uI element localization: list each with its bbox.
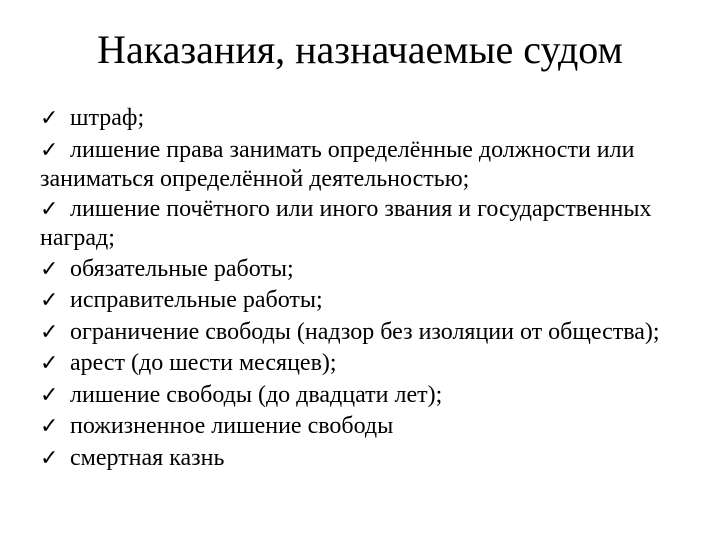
check-icon: ✓ — [40, 382, 59, 408]
list-item — [40, 349, 680, 378]
list-item-text: пожизненное лишение свободы — [70, 413, 394, 439]
list-item-text: смертная казнь — [70, 444, 225, 471]
list-item — [40, 318, 680, 347]
list-item — [40, 255, 680, 284]
list-item — [40, 412, 680, 441]
list-item — [40, 444, 680, 473]
punishment-list — [40, 104, 680, 475]
list-item — [40, 195, 680, 252]
check-icon: ✓ — [40, 414, 59, 439]
list-item-text: лишение права занимать определённые должности или заниматься определённой деятельностью; — [40, 136, 635, 192]
check-icon: ✓ — [40, 319, 59, 345]
list-item-text: обязательные работы; — [70, 255, 294, 282]
list-item-text: арест (до шести месяцев); — [70, 350, 337, 376]
check-icon: ✓ — [40, 288, 59, 313]
list-item — [40, 136, 680, 193]
list-item-text: штраф; — [70, 105, 145, 131]
list-item — [40, 286, 680, 315]
check-icon: ✓ — [40, 351, 59, 376]
check-icon: ✓ — [40, 256, 59, 282]
list-item-text: исправительные работы; — [70, 287, 323, 313]
check-icon: ✓ — [40, 197, 59, 222]
check-icon: ✓ — [40, 137, 59, 163]
list-item — [40, 104, 680, 133]
list-item-text: лишение свободы (до двадцати лет); — [70, 381, 443, 408]
list-item — [40, 381, 680, 410]
list-item-text: ограничение свободы (надзор без изоляции от общества); — [70, 318, 660, 345]
check-icon: ✓ — [40, 106, 59, 131]
list-item-text: лишение почётного или иного звания и государственных наград; — [40, 196, 652, 251]
check-icon: ✓ — [40, 445, 59, 471]
slide-title: Наказания, назначаемые судом — [97, 27, 623, 72]
